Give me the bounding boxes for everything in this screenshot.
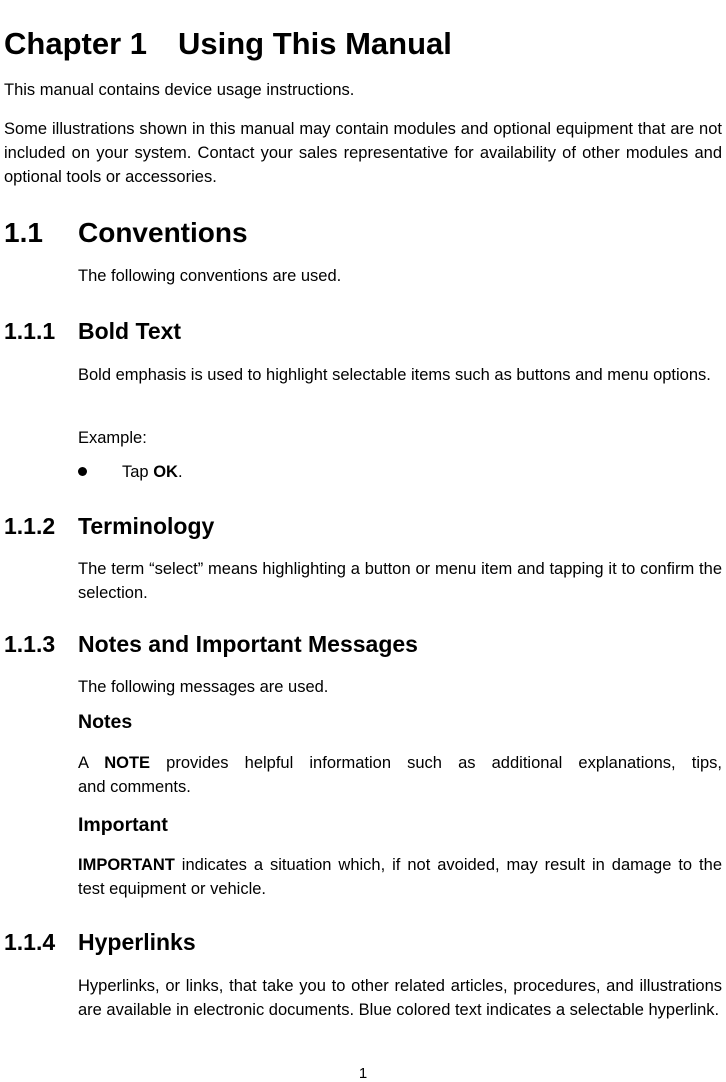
subsection-number: 1.1.1 <box>4 318 56 344</box>
important-rest: indicates a situation which, if not avoided, may result in damage to the test equipment or vehicle. <box>78 856 722 898</box>
chapter-heading <box>4 22 452 66</box>
notes-prefix: A <box>78 754 105 772</box>
important-paragraph <box>78 853 722 901</box>
page-number: 1 <box>358 1065 368 1082</box>
bullet-bold-ok: OK <box>153 463 178 481</box>
conventions-intro: The following conventions are used. <box>78 267 342 285</box>
bold-text-paragraph: Bold emphasis is used to highlight selectable items such as buttons and menu options. <box>78 366 711 384</box>
chapter-title: Using This Manual <box>178 26 452 61</box>
terminology-paragraph: The term “select” means highlighting a button or menu item and tapping it to confirm the selection. <box>78 560 722 602</box>
subsection-heading-terminology <box>4 511 214 541</box>
subsection-number: 1.1.4 <box>4 929 56 955</box>
section-number: 1.1 <box>4 217 43 248</box>
hyperlinks-paragraph: Hyperlinks, or links, that take you to other related articles, procedures, and illustrations are available in electronic documents. Blue colored text indicates a selectable hyperlink. <box>78 977 722 1019</box>
notes-bold: NOTE <box>104 754 151 772</box>
notes-paragraph-line2: and comments. <box>78 778 191 796</box>
chapter-number: Chapter 1 <box>4 26 147 61</box>
subsection-heading-bold-text <box>4 316 181 346</box>
subsection-title: Bold Text <box>78 318 182 344</box>
bullet-icon <box>78 467 87 476</box>
bullet-suffix: . <box>177 463 183 481</box>
subsection-number: 1.1.2 <box>4 513 56 539</box>
subsection-heading-notes <box>4 629 418 659</box>
bullet-prefix: Tap <box>122 463 154 481</box>
chapter-illustrations-paragraph: Some illustrations shown in this manual may contain modules and optional equipment that are not included on your system. Contact your sales representative for availability of other modules and optional tools or accessories. <box>4 120 722 186</box>
section-heading-conventions <box>4 213 248 253</box>
notes-paragraph-line1 <box>78 751 722 775</box>
important-bold: IMPORTANT <box>78 856 175 874</box>
subsection-title: Hyperlinks <box>78 929 196 955</box>
notes-intro: The following messages are used. <box>78 678 329 696</box>
subsection-title: Notes and Important Messages <box>78 631 418 657</box>
subsection-title: Terminology <box>78 513 215 539</box>
example-label: Example: <box>78 429 147 447</box>
section-title: Conventions <box>78 217 248 248</box>
bullet-text <box>122 460 183 484</box>
chapter-intro-paragraph: This manual contains device usage instructions. <box>4 81 355 99</box>
subsection-number: 1.1.3 <box>4 631 56 657</box>
notes-line1-rest: provides helpful information such as additional explanations, tips, <box>150 754 722 772</box>
subsection-heading-hyperlinks <box>4 927 196 957</box>
notes-heading: Notes <box>78 711 133 733</box>
important-heading: Important <box>78 814 168 836</box>
